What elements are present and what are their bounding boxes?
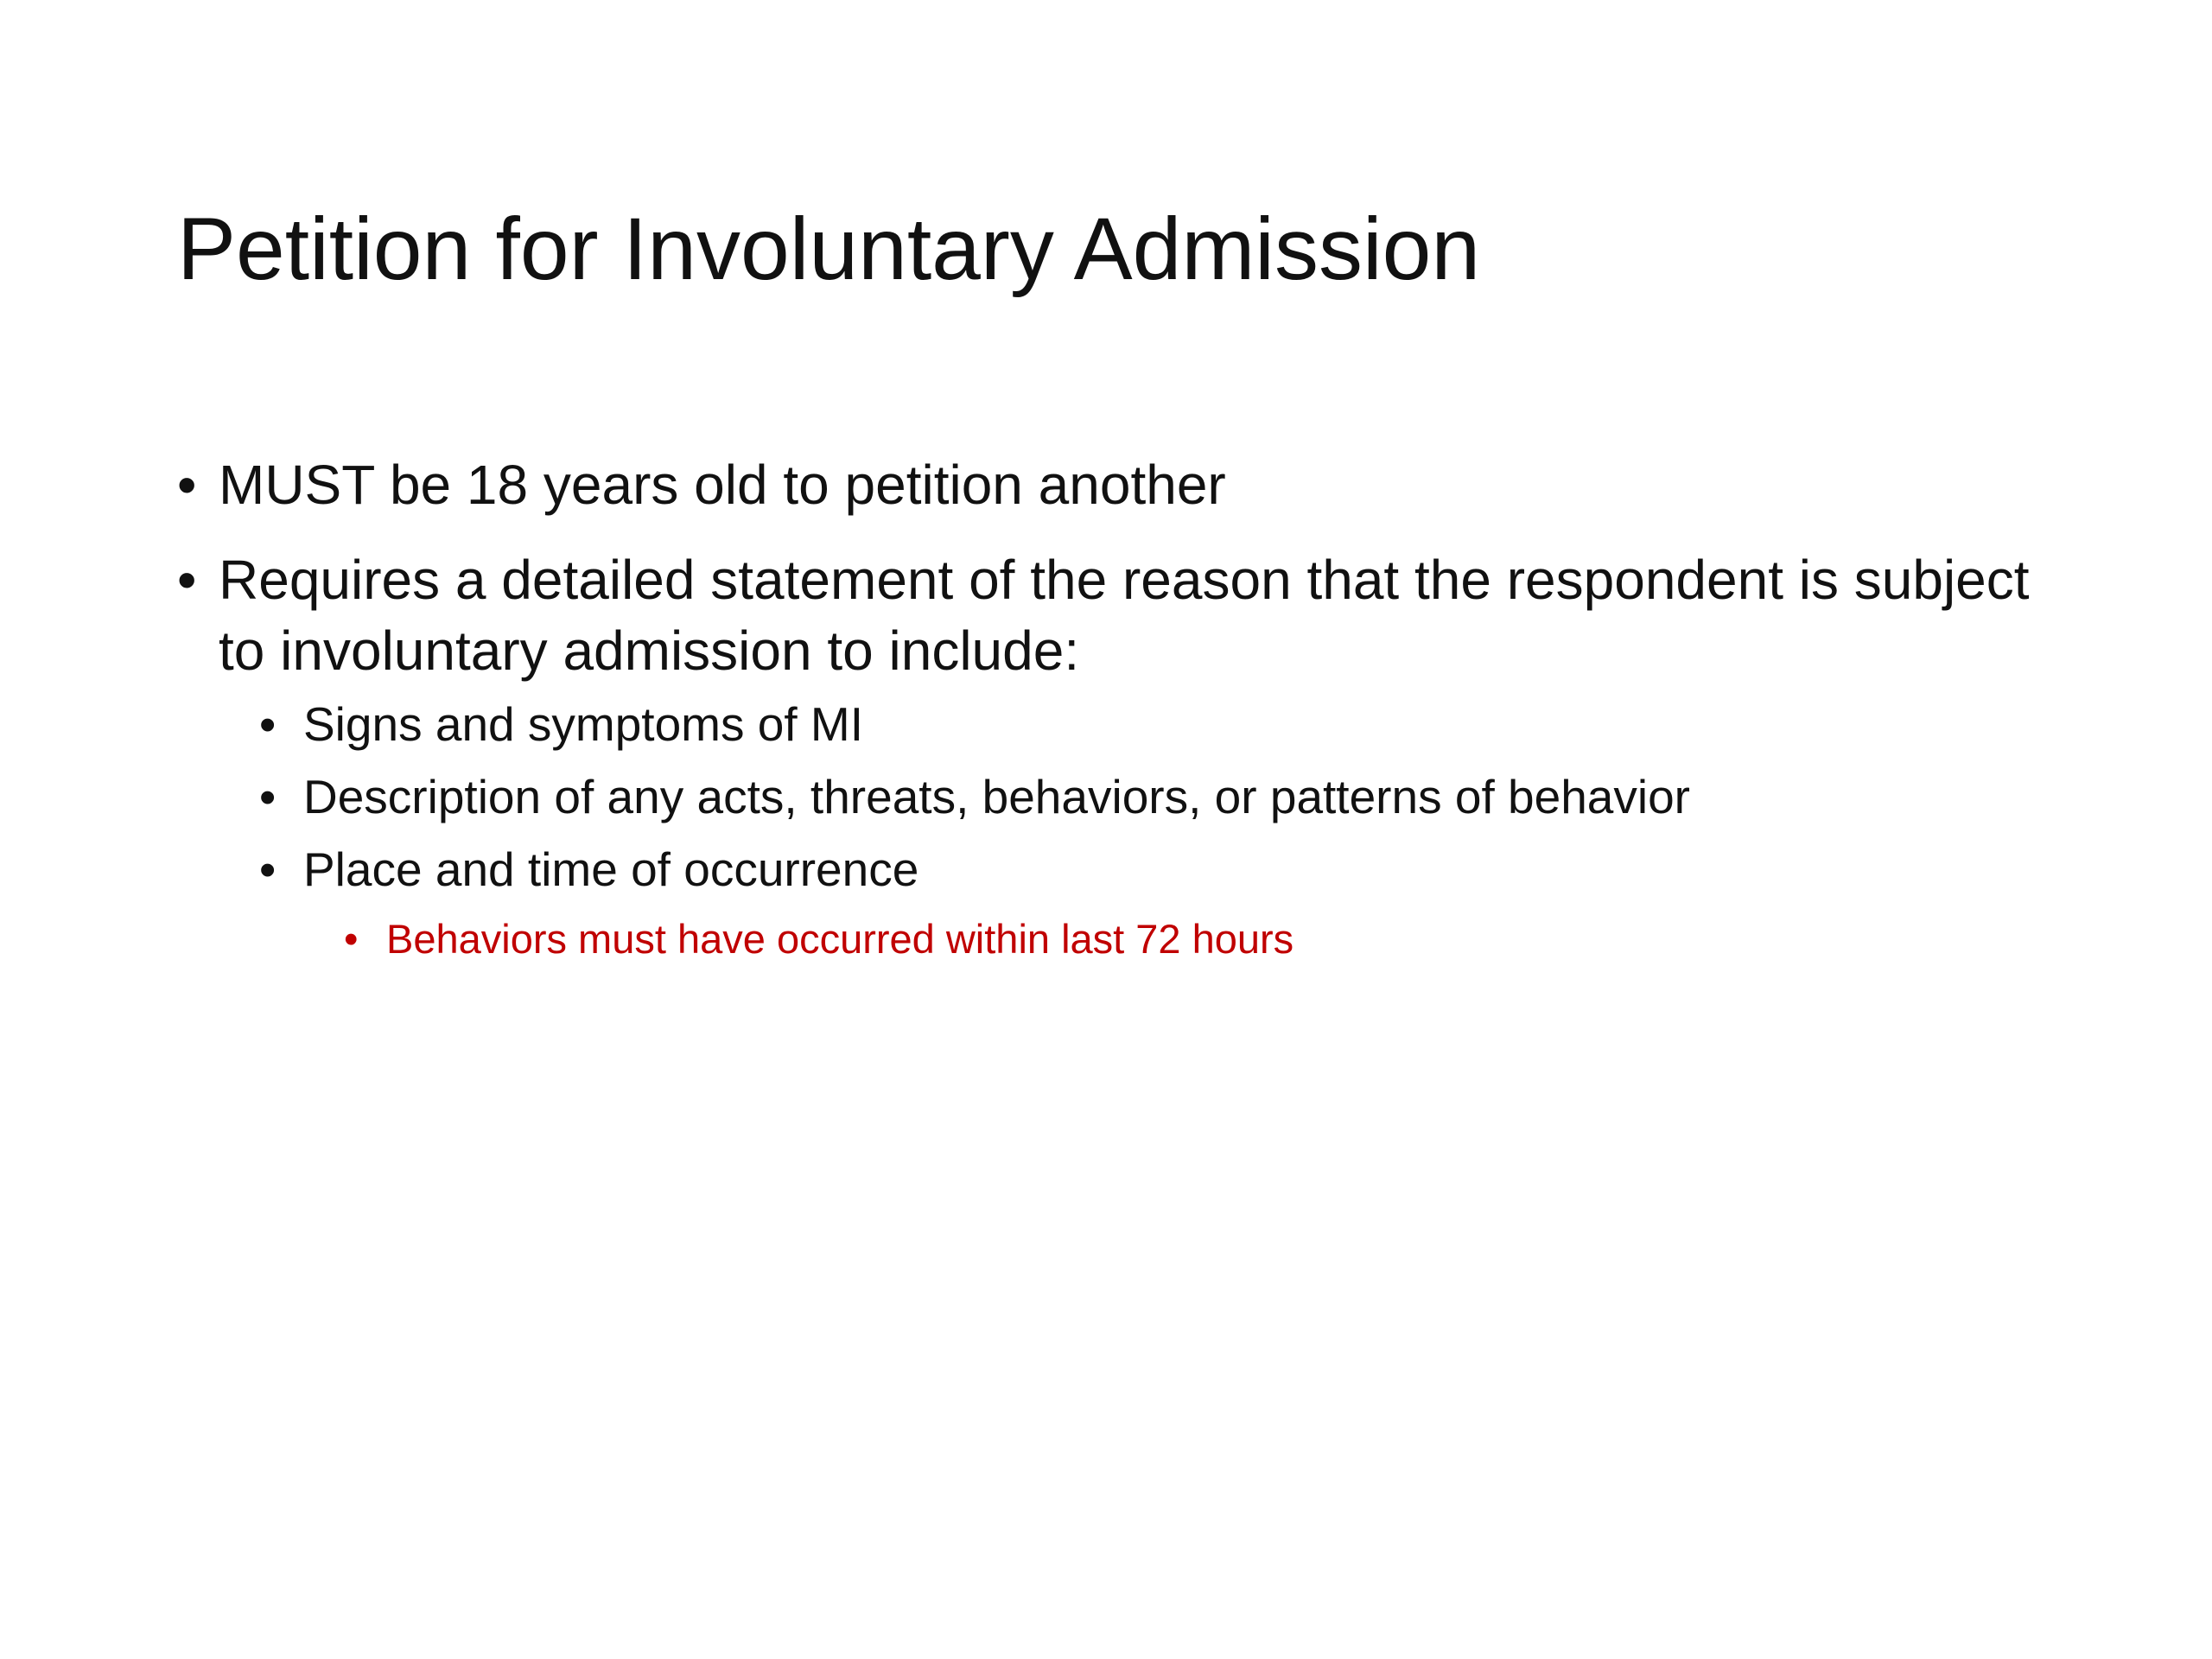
bullet-marker: • — [177, 549, 197, 611]
sub-bullet-item — [177, 760, 2078, 833]
sub-bullet-text: Place and time of occurrence — [303, 842, 919, 896]
bullet-item-age-requirement — [177, 449, 2078, 520]
bullet-marker: • — [259, 697, 276, 751]
sub-sub-bullet-item-highlight — [177, 906, 2078, 973]
highlight-text: Behaviors must have occurred within last 72 hours — [386, 916, 1294, 962]
bullet-item-statement-requirement — [177, 544, 2078, 686]
bullet-marker: • — [177, 454, 197, 516]
bullet-marker: • — [344, 916, 359, 962]
bullet-text: Requires a detailed statement of the reason that the respondent is subject to involuntary admission to include: — [219, 549, 2030, 682]
sub-bullet-text: Description of any acts, threats, behaviors, or patterns of behavior — [303, 770, 1690, 823]
bullet-marker: • — [259, 842, 276, 896]
sub-bullet-item — [177, 833, 2078, 906]
sub-bullet-item — [177, 688, 2078, 760]
bullet-marker: • — [259, 770, 276, 823]
sub-bullet-list — [177, 688, 2078, 973]
slide-title: Petition for Involuntary Admission — [177, 200, 1481, 298]
slide-body — [177, 449, 2078, 973]
bullet-text: MUST be 18 years old to petition another — [219, 454, 1226, 516]
sub-bullet-text: Signs and symptoms of MI — [303, 697, 864, 751]
